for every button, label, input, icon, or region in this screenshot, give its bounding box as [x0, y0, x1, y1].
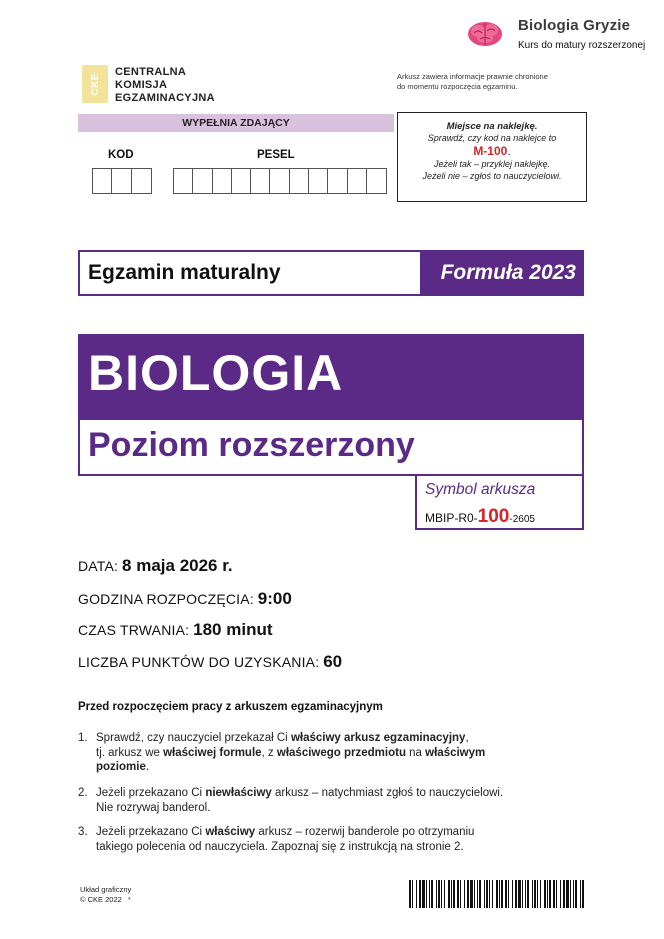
pesel-box[interactable] [232, 169, 251, 193]
sticker-title: Miejsce na naklejkę. [446, 121, 538, 132]
pesel-box[interactable] [367, 169, 386, 193]
duration-label: CZAS TRWANIA: [78, 622, 190, 638]
footer-line1: Układ graficzny [80, 885, 132, 894]
barcode-icon [409, 880, 584, 908]
cke-logo-text: CKE [89, 72, 101, 96]
sticker-area [397, 112, 587, 202]
cke-name [115, 66, 215, 105]
footer [80, 885, 131, 905]
fill-bar: WYPEŁNIA ZDAJĄCY [78, 114, 394, 132]
exam-name: Egzamin maturalny [80, 252, 420, 294]
symbol-code [425, 506, 535, 528]
instruction-item [78, 731, 578, 775]
pesel-box[interactable] [213, 169, 232, 193]
instruction-item [78, 825, 578, 854]
kod-box[interactable] [132, 169, 151, 193]
footer-line2 [80, 895, 131, 905]
points-label: LICZBA PUNKTÓW DO UZYSKANIA: [78, 654, 320, 670]
pesel-box[interactable] [270, 169, 289, 193]
footer-copyright: © CKE 2022 [80, 895, 122, 904]
pesel-box[interactable] [328, 169, 347, 193]
instr1-f: , z [261, 746, 277, 759]
pesel-box[interactable] [290, 169, 309, 193]
instr1-a: Sprawdź, czy nauczyciel przekazał Ci [96, 732, 291, 744]
instr2-c: arkusz – natychmiast zgłoś to nauczycielowi. [271, 787, 504, 799]
instr3-b: właściwy [205, 826, 256, 838]
instruction-item [78, 786, 578, 815]
symbol-prefix: MBIP-R0- [425, 511, 478, 525]
instruction-number: 1. [78, 732, 88, 744]
brand-subtitle: Kurs do matury rozszerzonej [518, 40, 646, 51]
pesel-box[interactable] [174, 169, 193, 193]
instr2-d: Nie rozrywaj banderol. [96, 801, 211, 814]
points-value: 60 [323, 652, 343, 671]
cke-name-line3: EGZAMINACYJNA [115, 92, 215, 104]
kod-label: KOD [108, 149, 134, 161]
pesel-boxes[interactable] [173, 168, 387, 194]
pesel-box[interactable] [348, 169, 367, 193]
legal-line1: Arkusz zawiera informacje prawnie chronione [397, 72, 548, 81]
start-value: 9:00 [257, 589, 292, 608]
cke-name-line2: KOMISJA [115, 79, 168, 91]
kod-box[interactable] [112, 169, 131, 193]
pesel-box[interactable] [309, 169, 328, 193]
date-value: 8 maja 2026 r. [122, 556, 233, 575]
level-box [80, 420, 582, 474]
detail-date [78, 556, 233, 576]
brain-icon [466, 19, 504, 49]
instr1-e: właściwej formule [163, 746, 262, 759]
brand-title: Biologia Gryzie [518, 17, 631, 34]
duration-value: 180 minut [193, 620, 273, 639]
instruction-number: 2. [78, 787, 88, 799]
sticker-line3: Jeżeli nie – zgłoś to nauczycielowi. [422, 170, 562, 181]
legal-line2: do momentu rozpoczęcia egzaminu. [397, 82, 518, 91]
pesel-box[interactable] [193, 169, 212, 193]
subject-level: Poziom rozszerzony [88, 426, 415, 464]
before-title: Przed rozpoczęciem pracy z arkuszem egzaminacyjnym [78, 701, 383, 713]
sticker-line1: Sprawdź, czy kod na naklejce to [427, 132, 557, 143]
sticker-code-dot: . [507, 144, 511, 158]
instr3-c: arkusz – rozerwij banderole po otrzymaniu [255, 826, 475, 838]
instr1-h: na [405, 746, 426, 759]
cke-logo [82, 65, 108, 103]
detail-duration [78, 620, 273, 640]
footer-mark: * [127, 895, 131, 904]
symbol-highlight: 100 [477, 506, 510, 527]
formula-bar [78, 250, 584, 296]
instruction-number: 3. [78, 826, 88, 838]
instruction-text [96, 825, 578, 854]
subject-block [78, 334, 584, 476]
symbol-suffix: -2605 [509, 514, 535, 525]
instr1-j: poziomie [96, 761, 146, 773]
brand [464, 16, 660, 60]
legal-notice [397, 72, 597, 92]
start-label: GODZINA ROZPOCZĘCIA: [78, 591, 254, 607]
instr1-i: właściwym [425, 746, 486, 759]
instr1-d: tj. arkusz we [96, 746, 164, 759]
detail-points [78, 652, 342, 672]
sticker-line2: Jeżeli tak – przyklej naklejkę. [433, 159, 551, 169]
instr1-c: , [465, 732, 469, 744]
sticker-code-value: M-100 [473, 144, 508, 158]
symbol-box [415, 476, 584, 530]
symbol-label: Symbol arkusza [425, 481, 536, 498]
instr2-a: Jeżeli przekazano Ci [96, 787, 206, 799]
instr1-b: właściwy arkusz egzaminacyjny [290, 732, 466, 744]
instruction-text [96, 786, 578, 815]
date-label: DATA: [78, 558, 119, 574]
kod-boxes[interactable] [92, 168, 152, 194]
instr2-b: niewłaściwy [205, 787, 272, 799]
instr3-d: takiego polecenia od nauczyciela. Zapoznaj się z instrukcją na stronie 2. [96, 840, 464, 853]
instruction-text [96, 731, 578, 775]
instr3-a: Jeżeli przekazano Ci [96, 826, 206, 838]
exam-formula: Formuła 2023 [440, 261, 576, 284]
pesel-label: PESEL [257, 149, 295, 161]
detail-start [78, 589, 292, 609]
kod-box[interactable] [93, 169, 112, 193]
subject-title: BIOLOGIA [88, 345, 344, 401]
instr1-k: . [145, 761, 150, 773]
instr1-g: właściwego przedmiotu [276, 746, 406, 759]
pesel-box[interactable] [251, 169, 270, 193]
sticker-code [398, 144, 586, 159]
cke-name-line1: CENTRALNA [115, 66, 187, 78]
